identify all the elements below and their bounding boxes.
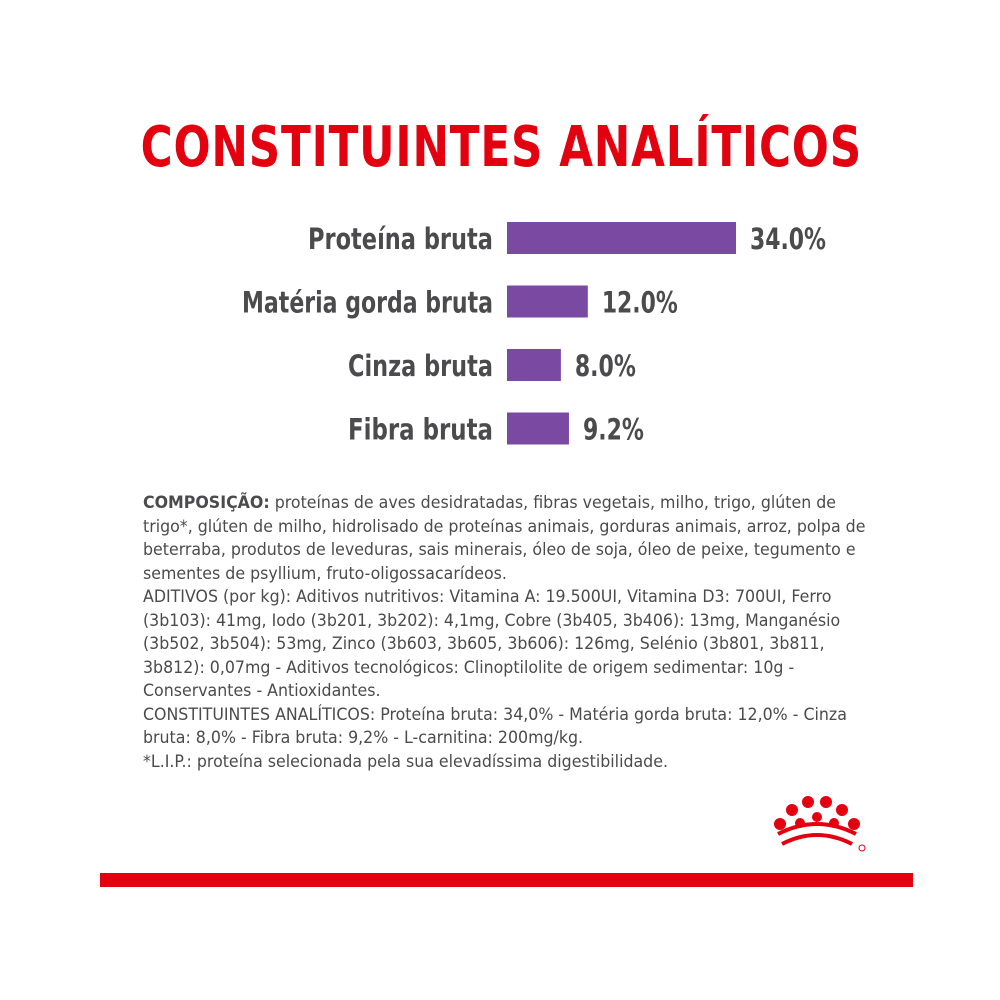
bar xyxy=(507,349,561,381)
bar-chart xyxy=(0,200,1000,470)
category-label: Matéria gorda bruta xyxy=(242,285,493,320)
bar xyxy=(507,286,588,318)
bar xyxy=(507,413,569,445)
category-label: Cinza bruta xyxy=(348,349,493,383)
composition-block xyxy=(143,492,873,774)
bar xyxy=(507,222,736,254)
crown-icon xyxy=(766,794,870,856)
value-label: 34.0% xyxy=(750,222,826,256)
footer-divider xyxy=(100,873,913,887)
additives-paragraph: ADITIVOS (por kg): Aditivos nutritivos: Vitamina A: 19.500UI, Vitamina D3: 700UI, Ferro (3b103): 41mg, Iodo (3b201, 3b202): 4,1mg, Cobre (3b405, 3b406): 13mg, Manganésio (3b502, 3b504): 53mg, Zinco (3b603, 3b605, 3b606): 126mg, Selénio (3b801, 3b811, 3b812): 0,07mg - Aditivos tecnológicos: Clinoptilolite de origem sedimentar: 10g - Conservantes - Antioxidantes. xyxy=(143,587,841,701)
composition-text: proteínas de aves desidratadas, fibras vegetais, milho, trigo, glúten de trigo*, glúten de milho, hidrolisado de proteínas animais, gorduras animais, arroz, polpa de beterraba, produtos de leveduras, sais minerais, óleo de soja, óleo de peixe, tegumento e sementes de psyllium, fruto-oligossacarídeos. xyxy=(143,493,866,584)
lip-note: *L.I.P.: proteína selecionada pela sua elevadíssima digestibilidade. xyxy=(143,751,668,772)
composition-paragraph xyxy=(143,492,868,586)
category-label: Proteína bruta xyxy=(308,222,493,256)
value-label: 9.2% xyxy=(582,412,644,447)
value-label: 12.0% xyxy=(601,285,678,320)
value-label: 8.0% xyxy=(574,349,636,383)
composition-label: COMPOSIÇÃO: xyxy=(143,493,270,513)
chart-title: CONSTITUINTES ANALÍTICOS xyxy=(140,115,862,180)
category-label: Fibra bruta xyxy=(348,412,493,447)
constituents-paragraph: CONSTITUINTES ANALÍTICOS: Proteína bruta: 34,0% - Matéria gorda bruta: 12,0% - Cinza bruta: 8,0% - Fibra bruta: 9,2% - L-carnitina: 200mg/kg. xyxy=(143,704,847,748)
